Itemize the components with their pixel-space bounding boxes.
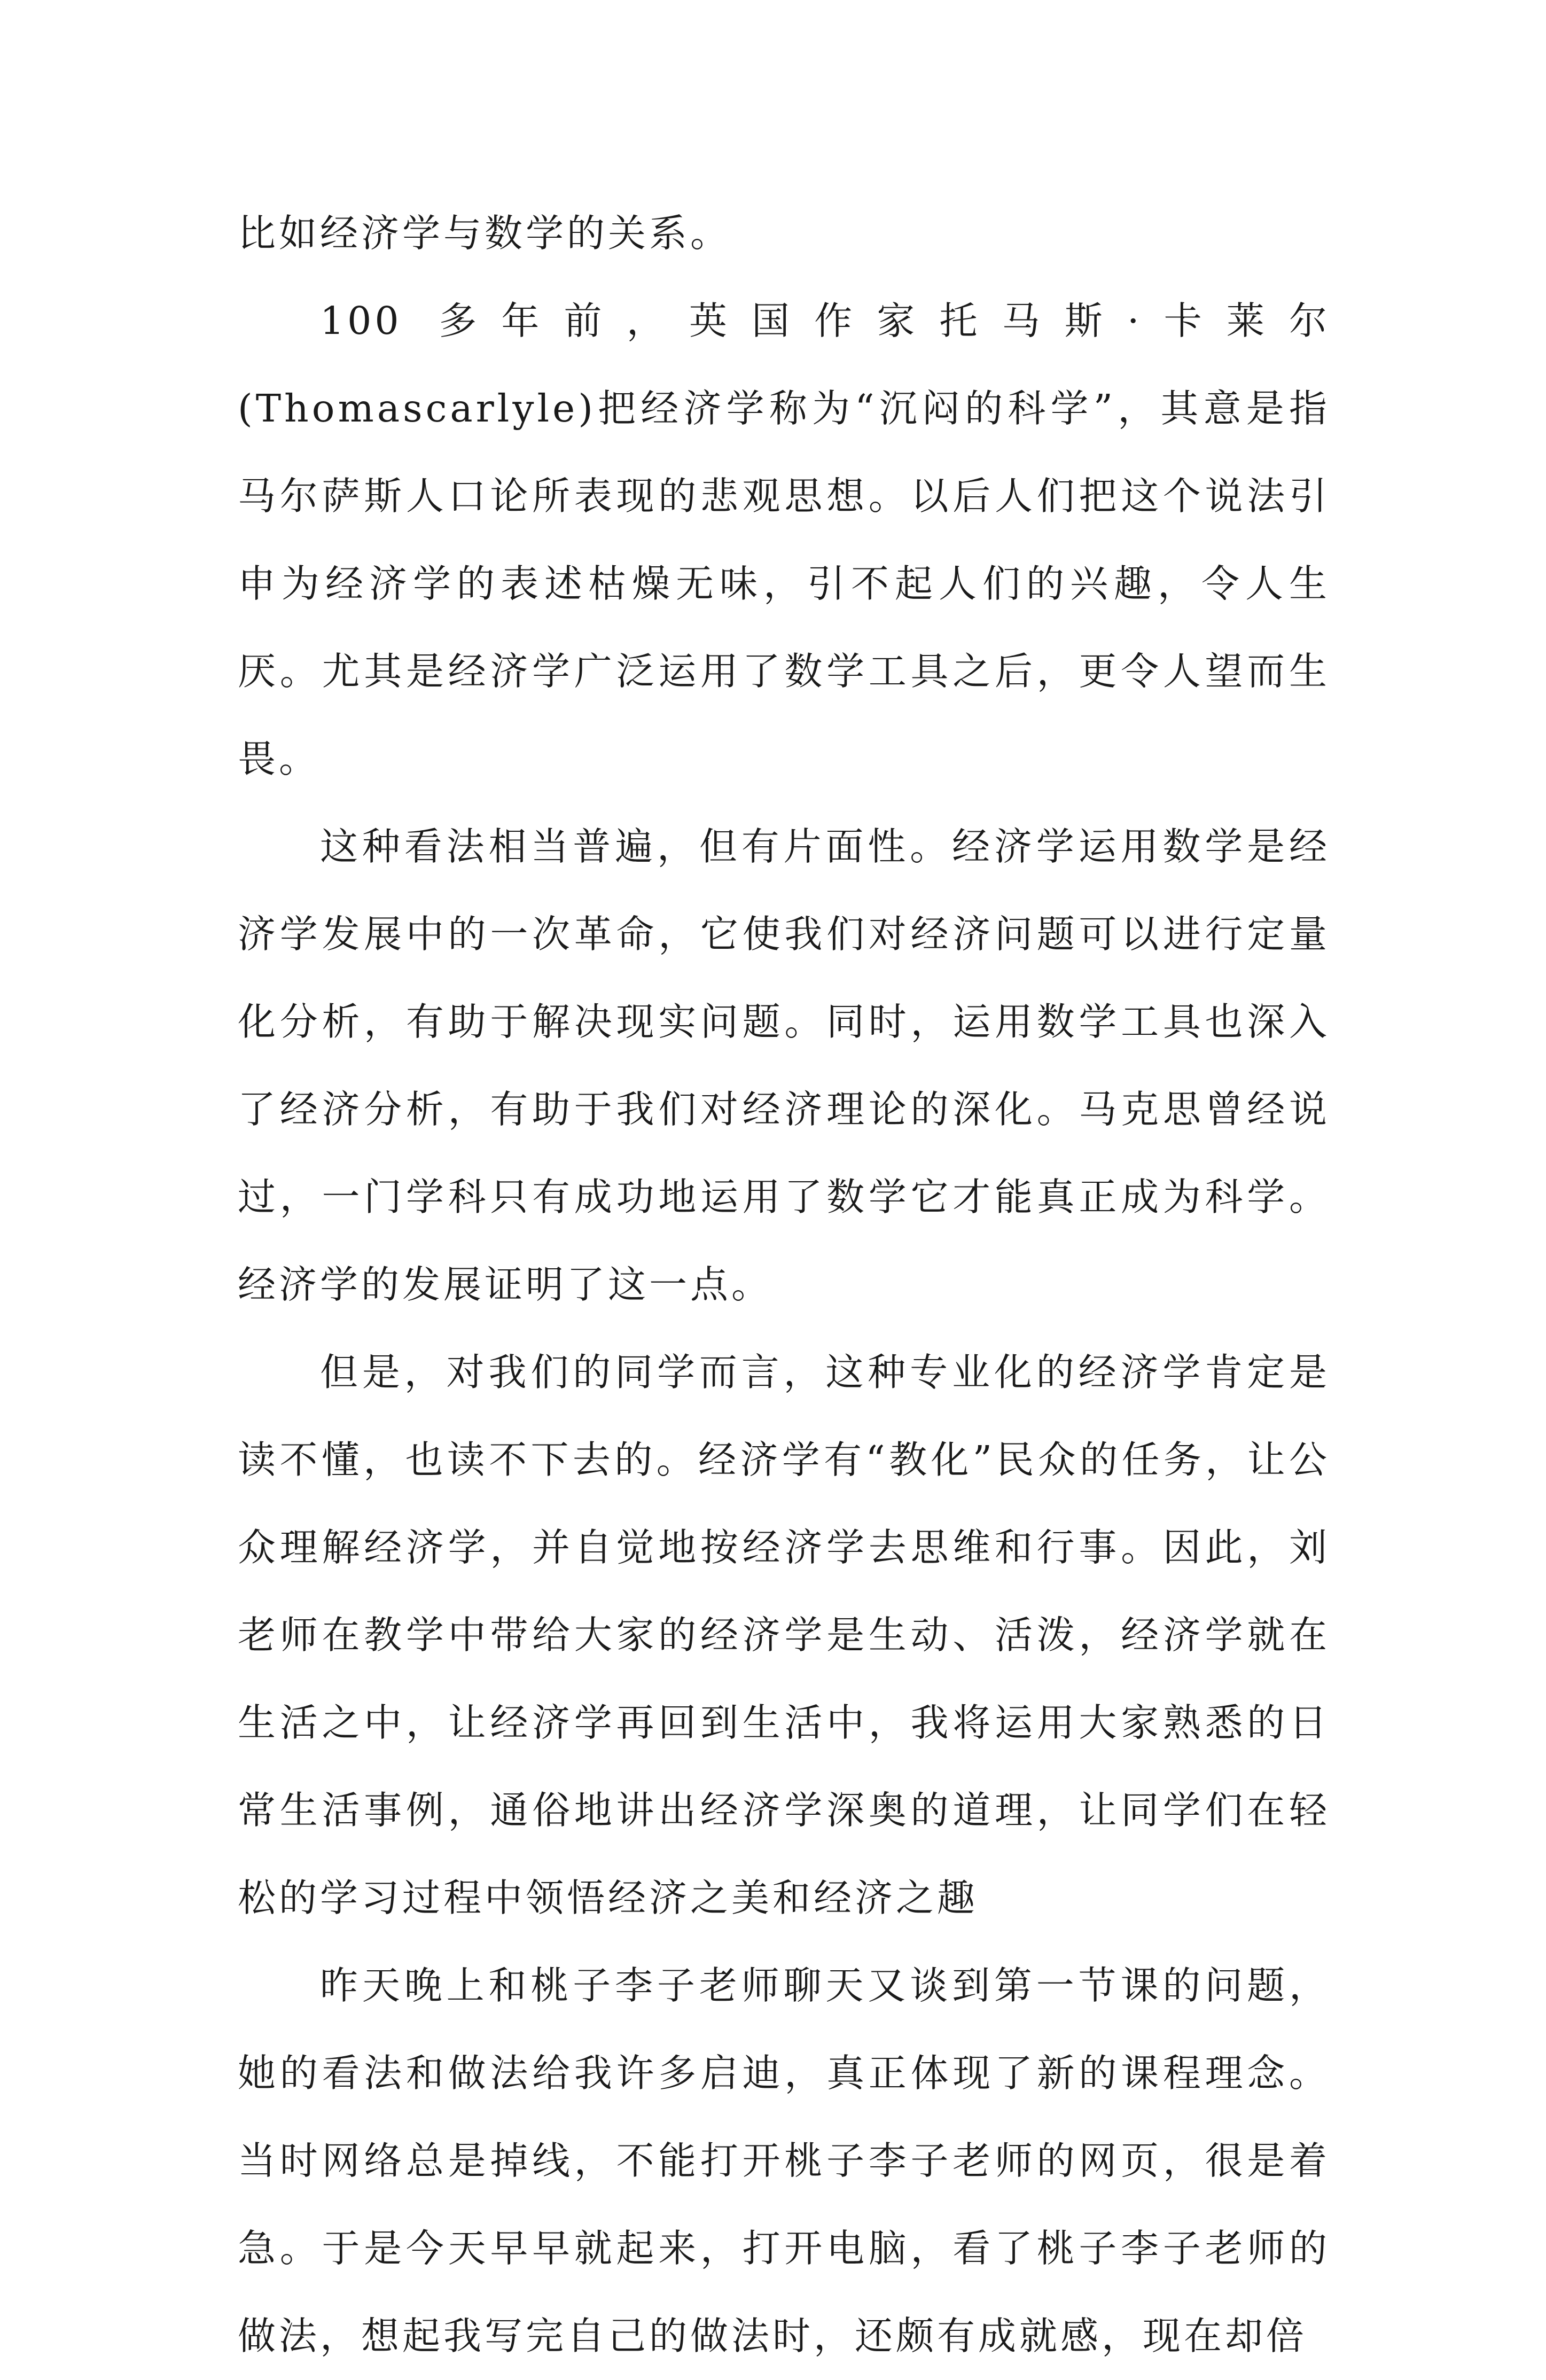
text-line: 100 多年前，英国作家托马斯·卡莱尔(Thomascarlyle) (238, 299, 1330, 431)
text-line: 枯燥无味，引不起人们的兴趣，令人生厌。尤其是经济学广 (238, 561, 1330, 693)
text-line: 比如经济学与数学的关系。 (238, 211, 732, 255)
text-line: 过，一门学科只有成功地运用了数学它才能真正成为科学。 (238, 1175, 1330, 1219)
text-line: 化分析，有助于解决现实问题。同时，运用数学工具也深入 (238, 1000, 1330, 1044)
paragraph-4 (238, 1329, 1330, 1942)
text-line: 公众理解经济学，并自觉地按经济学去思维和行事。因此， (238, 1438, 1330, 1570)
document-body (238, 190, 1330, 2380)
text-line: 泛运用了数学工具之后，更令人望而生畏。 (238, 649, 1330, 781)
text-line: 做法，想起我写完自己的做法时，还颇有成就感，现在却倍 (238, 2314, 1308, 2358)
text-line: 刘老师在教学中带给大家的经济学是生动、活泼，经济学就 (238, 1525, 1330, 1657)
text-line: 经济学的发展证明了这一点。 (238, 1262, 773, 1307)
text-line: 轻松的学习过程中领悟经济之美和经济之趣 (238, 1788, 1330, 1920)
paragraph-2 (238, 277, 1330, 803)
text-line: 济学发展中的一次革命，它使我们对经济问题可以进行定量 (238, 912, 1330, 956)
text-line: 了经济分析，有助于我们对经济理论的深化。马克思曾经说 (238, 1087, 1330, 1132)
text-line: 表现的悲观思想。以后人们把这个说法引申为经济学的表述 (238, 474, 1330, 606)
text-line: 这种看法相当普遍，但有片面性。经济学运用数学是经 (320, 824, 1330, 869)
text-line: 急。于是今天早早就起来，打开电脑，看了桃子李子老师的 (238, 2226, 1330, 2270)
text-line: 读不懂，也读不下去的。经济学有“教化”民众的任务，让 (238, 1438, 1289, 1482)
text-line: 日常生活事例，通俗地讲出经济学深奥的道理，让同学们在 (238, 1700, 1330, 1832)
paragraph-3 (238, 803, 1330, 1329)
paragraph-5 (238, 1942, 1330, 2380)
text-line: 但是，对我们的同学而言，这种专业化的经济学肯定是 (320, 1350, 1330, 1394)
paragraph-1 (238, 190, 1330, 277)
text-line: 当时网络总是掉线，不能打开桃子李子老师的网页，很是着 (238, 2139, 1330, 2183)
text-line: 把经济学称为“沉闷的科学”，其意是指马尔萨斯人口论所 (238, 386, 1330, 518)
text-line: 她的看法和做法给我许多启迪，真正体现了新的课程理念。 (238, 2051, 1330, 2095)
text-line: 昨天晚上和桃子李子老师聊天又谈到第一节课的问题， (320, 1963, 1330, 2008)
text-line: 在生活之中，让经济学再回到生活中，我将运用大家熟悉的 (238, 1613, 1330, 1745)
